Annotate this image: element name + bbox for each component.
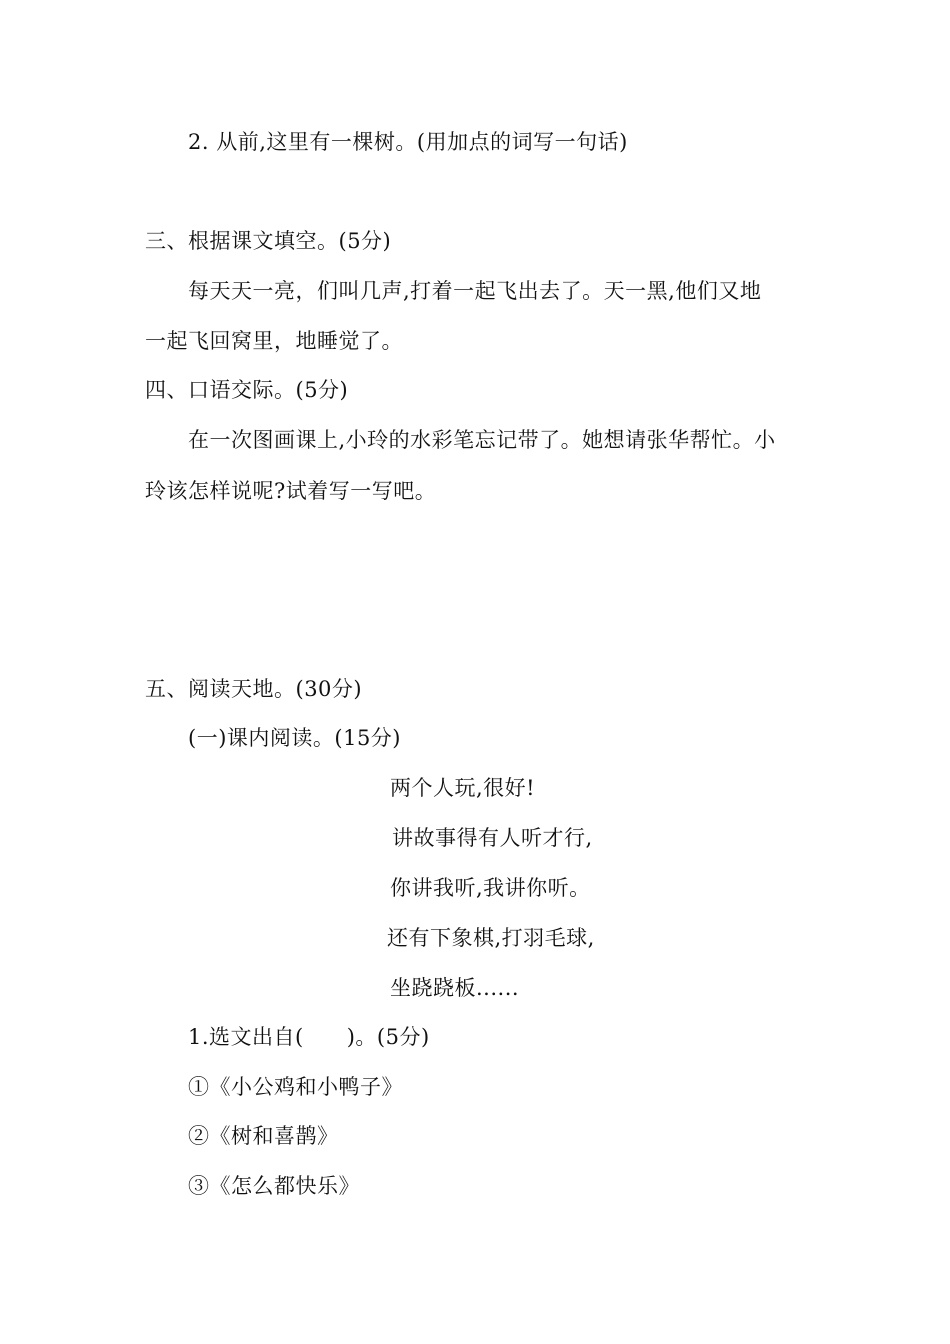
- reading-sub-heading: (一)课内阅读。(15分): [188, 726, 401, 750]
- exercise-item-2: 2. 从前,这里有一棵树。(用加点的词写一句话): [188, 130, 628, 154]
- option-1: ①《小公鸡和小鸭子》: [188, 1075, 403, 1099]
- question-1: 1.选文出自( )。(5分): [188, 1025, 430, 1049]
- section-5-heading: 五、阅读天地。(30分): [145, 677, 363, 701]
- poem-line-3: 你讲我听,我讲你听。: [390, 876, 591, 900]
- poem-line-1: 两个人玩,很好!: [390, 776, 536, 800]
- fill-blank-line-2: 一起飞回窝里，地睡觉了。: [145, 329, 403, 353]
- poem-line-2: 讲故事得有人听才行,: [392, 826, 593, 850]
- option-3: ③《怎么都快乐》: [188, 1174, 360, 1198]
- oral-prompt-line-1: 在一次图画课上,小玲的水彩笔忘记带了。她想请张华帮忙。小: [188, 428, 776, 452]
- fill-blank-line-1: 每天天一亮，们叫几声,打着一起飞出去了。天一黑,他们又地: [188, 279, 762, 303]
- section-3-heading: 三、根据课文填空。(5分): [145, 229, 392, 253]
- section-4-heading: 四、口语交际。(5分): [145, 378, 349, 402]
- option-2: ②《树和喜鹊》: [188, 1124, 339, 1148]
- poem-line-5: 坐跷跷板......: [390, 976, 520, 1000]
- oral-prompt-line-2: 玲该怎样说呢?试着写一写吧。: [145, 479, 437, 503]
- poem-line-4: 还有下象棋,打羽毛球,: [387, 926, 595, 950]
